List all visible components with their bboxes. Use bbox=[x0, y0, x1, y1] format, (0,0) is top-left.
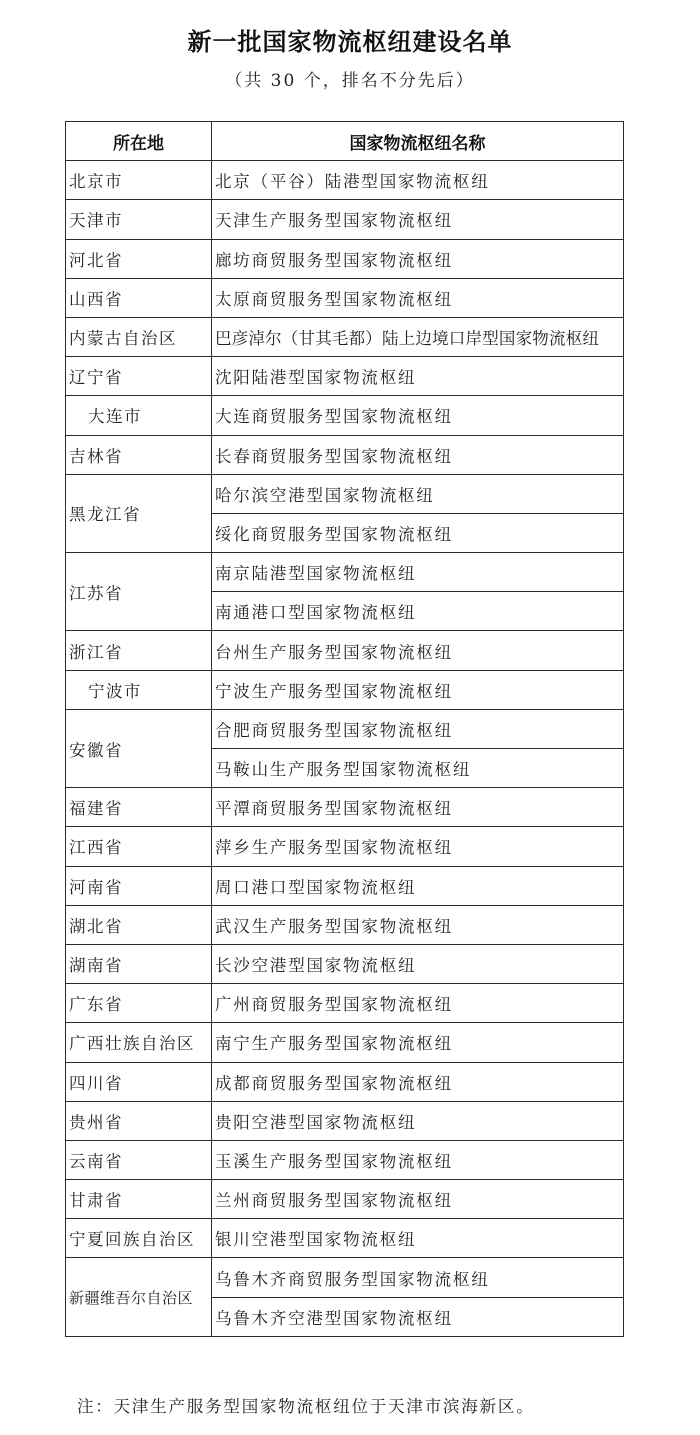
hub-name-cell: 绥化商贸服务型国家物流枢纽 bbox=[212, 513, 624, 552]
hub-name-cell: 沈阳陆港型国家物流枢纽 bbox=[212, 357, 624, 396]
table-row bbox=[66, 1219, 624, 1258]
hub-name-cell: 北京（平谷）陆港型国家物流枢纽 bbox=[212, 161, 624, 200]
location-cell: 广东省 bbox=[66, 984, 212, 1023]
hub-name-cell: 台州生产服务型国家物流枢纽 bbox=[212, 631, 624, 670]
hub-name-cell: 南宁生产服务型国家物流枢纽 bbox=[212, 1023, 624, 1062]
location-cell: 福建省 bbox=[66, 788, 212, 827]
table-body bbox=[66, 161, 624, 1337]
table-row bbox=[66, 1101, 624, 1140]
table-row bbox=[66, 827, 624, 866]
hub-name-cell: 贵阳空港型国家物流枢纽 bbox=[212, 1101, 624, 1140]
table-row bbox=[66, 670, 624, 709]
table-header-row bbox=[66, 122, 624, 161]
table-row bbox=[66, 1140, 624, 1179]
location-cell: 湖南省 bbox=[66, 944, 212, 983]
location-cell: 安徽省 bbox=[66, 709, 212, 787]
header-location: 所在地 bbox=[66, 122, 212, 161]
location-cell: 大连市 bbox=[66, 396, 212, 435]
table-row bbox=[66, 1180, 624, 1219]
footnote: 注：天津生产服务型国家物流枢纽位于天津市滨海新区。 bbox=[77, 1397, 535, 1416]
table-row bbox=[66, 553, 624, 592]
table-row bbox=[66, 866, 624, 905]
location-cell: 辽宁省 bbox=[66, 357, 212, 396]
hub-name-cell: 太原商贸服务型国家物流枢纽 bbox=[212, 278, 624, 317]
location-cell: 浙江省 bbox=[66, 631, 212, 670]
hub-name-cell: 武汉生产服务型国家物流枢纽 bbox=[212, 905, 624, 944]
hub-name-cell: 周口港口型国家物流枢纽 bbox=[212, 866, 624, 905]
header-hub-name: 国家物流枢纽名称 bbox=[212, 122, 624, 161]
hub-name-cell: 合肥商贸服务型国家物流枢纽 bbox=[212, 709, 624, 748]
table-row bbox=[66, 944, 624, 983]
table-row bbox=[66, 239, 624, 278]
location-cell: 江苏省 bbox=[66, 553, 212, 631]
table-row bbox=[66, 1062, 624, 1101]
hub-name-cell: 巴彦淖尔（甘其毛都）陆上边境口岸型国家物流枢纽 bbox=[212, 317, 624, 356]
table-row bbox=[66, 278, 624, 317]
hub-name-cell: 乌鲁木齐空港型国家物流枢纽 bbox=[212, 1297, 624, 1336]
table-row bbox=[66, 474, 624, 513]
hub-name-cell: 廊坊商贸服务型国家物流枢纽 bbox=[212, 239, 624, 278]
location-cell: 贵州省 bbox=[66, 1101, 212, 1140]
location-cell: 新疆维吾尔自治区 bbox=[66, 1258, 212, 1336]
table-row bbox=[66, 161, 624, 200]
table-row bbox=[66, 905, 624, 944]
hub-name-cell: 长沙空港型国家物流枢纽 bbox=[212, 944, 624, 983]
location-cell: 广西壮族自治区 bbox=[66, 1023, 212, 1062]
hub-name-cell: 哈尔滨空港型国家物流枢纽 bbox=[212, 474, 624, 513]
location-cell: 黑龙江省 bbox=[66, 474, 212, 552]
table-row bbox=[66, 357, 624, 396]
hub-name-cell: 成都商贸服务型国家物流枢纽 bbox=[212, 1062, 624, 1101]
table-row bbox=[66, 709, 624, 748]
table-row bbox=[66, 200, 624, 239]
hub-name-cell: 大连商贸服务型国家物流枢纽 bbox=[212, 396, 624, 435]
location-cell: 宁夏回族自治区 bbox=[66, 1219, 212, 1258]
hub-name-cell: 乌鲁木齐商贸服务型国家物流枢纽 bbox=[212, 1258, 624, 1297]
hub-name-cell: 兰州商贸服务型国家物流枢纽 bbox=[212, 1180, 624, 1219]
table-row bbox=[66, 1258, 624, 1297]
location-cell: 云南省 bbox=[66, 1140, 212, 1179]
table-row bbox=[66, 984, 624, 1023]
page-title: 新一批国家物流枢纽建设名单 bbox=[187, 28, 513, 56]
table-row bbox=[66, 788, 624, 827]
hub-name-cell: 萍乡生产服务型国家物流枢纽 bbox=[212, 827, 624, 866]
table-row bbox=[66, 1023, 624, 1062]
location-cell: 甘肃省 bbox=[66, 1180, 212, 1219]
location-cell: 河北省 bbox=[66, 239, 212, 278]
hub-name-cell: 平潭商贸服务型国家物流枢纽 bbox=[212, 788, 624, 827]
hub-name-cell: 南通港口型国家物流枢纽 bbox=[212, 592, 624, 631]
hub-name-cell: 南京陆港型国家物流枢纽 bbox=[212, 553, 624, 592]
location-cell: 四川省 bbox=[66, 1062, 212, 1101]
location-cell: 吉林省 bbox=[66, 435, 212, 474]
location-cell: 山西省 bbox=[66, 278, 212, 317]
location-cell: 江西省 bbox=[66, 827, 212, 866]
table-row bbox=[66, 435, 624, 474]
location-cell: 湖北省 bbox=[66, 905, 212, 944]
location-cell: 宁波市 bbox=[66, 670, 212, 709]
hub-name-cell: 天津生产服务型国家物流枢纽 bbox=[212, 200, 624, 239]
hub-name-cell: 玉溪生产服务型国家物流枢纽 bbox=[212, 1140, 624, 1179]
table-row bbox=[66, 396, 624, 435]
table-row bbox=[66, 317, 624, 356]
table-row bbox=[66, 631, 624, 670]
location-cell: 内蒙古自治区 bbox=[66, 317, 212, 356]
page-subtitle: （共 30 个，排名不分先后） bbox=[225, 71, 475, 91]
hub-list-table bbox=[65, 121, 624, 1337]
hub-name-cell: 广州商贸服务型国家物流枢纽 bbox=[212, 984, 624, 1023]
location-cell: 北京市 bbox=[66, 161, 212, 200]
hub-name-cell: 马鞍山生产服务型国家物流枢纽 bbox=[212, 749, 624, 788]
hub-name-cell: 长春商贸服务型国家物流枢纽 bbox=[212, 435, 624, 474]
hub-name-cell: 宁波生产服务型国家物流枢纽 bbox=[212, 670, 624, 709]
location-cell: 天津市 bbox=[66, 200, 212, 239]
location-cell: 河南省 bbox=[66, 866, 212, 905]
hub-name-cell: 银川空港型国家物流枢纽 bbox=[212, 1219, 624, 1258]
